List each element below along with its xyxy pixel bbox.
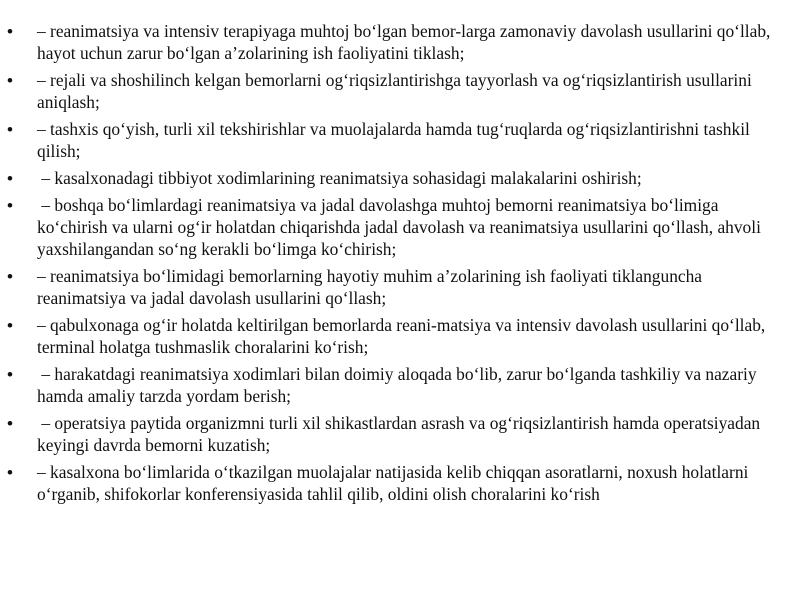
list-item-text: – reanimatsiya va intensiv terapiyaga muhtoj bo‘lgan bemor-larga zamonaviy davolash usullarini qo‘llab, hayot uchun zarur bo‘lgan a’zolarining ish faoliyatini tiklash;: [37, 21, 775, 63]
bullet-icon: •: [7, 315, 13, 335]
list-item: [0, 119, 800, 163]
list-item: [0, 364, 800, 408]
bullet-list: [0, 21, 800, 511]
list-item: [0, 462, 800, 506]
list-item: [0, 195, 800, 260]
bullet-icon: •: [7, 168, 13, 188]
list-item: [0, 315, 800, 359]
bullet-icon: •: [7, 22, 13, 41]
list-item: [0, 21, 800, 65]
bullet-icon: •: [7, 462, 13, 482]
list-item-text: – boshqa bo‘limlardagi reanimatsiya va jadal davolashga muhtoj bemorni reanimatsiya bo‘limiga ko‘chirish va ularni og‘ir holatdan chiqarishda jadal davolash va reanimatsiya usullarini qo‘llash, ahvoli yaxshilangandan so‘ng kerakli bo‘limga ko‘chirish;: [37, 195, 766, 259]
list-item-text: – qabulxonaga og‘ir holatda keltirilgan bemorlarda reani-matsiya va intensiv davolash usullarini qo‘llab, terminal holatga tushmaslik choralarini ko‘rish;: [37, 314, 770, 357]
bullet-icon: •: [7, 119, 13, 139]
list-item-text: – tashxis qo‘yish, turli xil tekshirishlar va muolajalarda hamda tug‘ruqlarda og‘riqsizlantirishni tashkil qilish;: [37, 118, 755, 161]
bullet-icon: •: [7, 364, 13, 384]
list-item: [0, 168, 800, 190]
list-item-text: – kasalxonadagi tibbiyot xodimlarining reanimatsiya sohasidagi malakalarini oshirish;: [37, 167, 642, 188]
list-item-text: – rejali va shoshilinch kelgan bemorlarni og‘riqsizlantirishga tayyorlash va og‘riqsizlantirish usullarini aniqlash;: [37, 69, 757, 112]
bullet-icon: •: [7, 413, 13, 433]
list-item-text: – operatsiya paytida organizmni turli xil shikastlardan asrash va og‘riqsizlantirish hamda operatsiyadan keyingi davrda bemorni kuzatish;: [37, 412, 765, 455]
list-item: [0, 70, 800, 114]
bullet-icon: •: [7, 70, 13, 90]
list-item-text: – reanimatsiya bo‘limidagi bemorlarning hayotiy muhim a’zolarining ish faoliyati tiklanguncha reanimatsiya va jadal davolash usullarini qo‘llash;: [37, 265, 707, 308]
list-item-text: – harakatdagi reanimatsiya xodimlari bilan doimiy aloqada bo‘lib, zarur bo‘lganda tashkiliy va nazariy hamda amaliy tarzda yordam berish;: [37, 363, 761, 406]
list-item: [0, 266, 800, 310]
bullet-icon: •: [7, 266, 13, 286]
list-item-text: – kasalxona bo‘limlarida o‘tkazilgan muolajalar natijasida kelib chiqqan asoratlarni, noxush holatlarni o‘rganib, shifokorlar konferensiyasida tahlil qilib, oldini olish choralarini ko‘rish: [37, 461, 753, 504]
list-item: [0, 413, 800, 457]
bullet-icon: •: [7, 196, 13, 216]
